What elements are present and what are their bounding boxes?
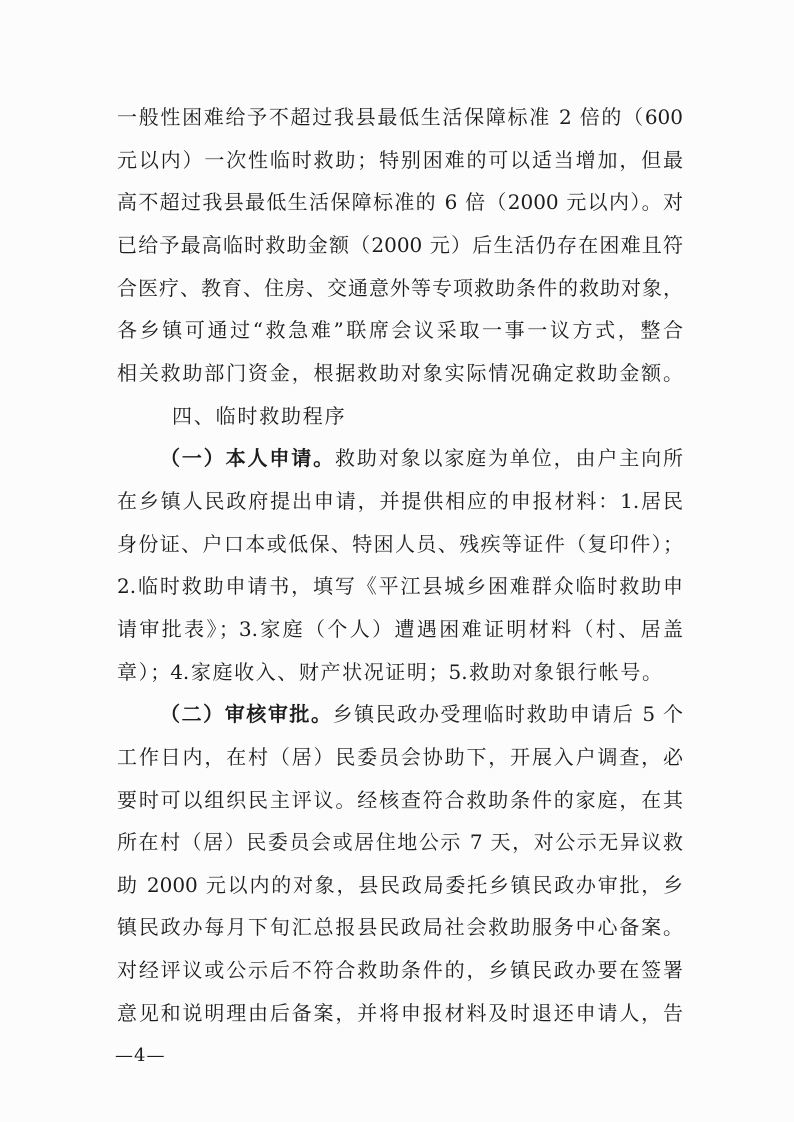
item2-line: 助 2000 元以内的对象，县民政局委托乡镇民政办审批，乡 (117, 872, 683, 897)
paragraph-line: 相关救助部门资金，根据救助对象实际情况确定救助金额。 (117, 360, 683, 385)
paragraph-line: 合医疗、教育、住房、交通意外等专项救助条件的救助对象， (117, 275, 683, 300)
item1-first-line-text: 救助对象以家庭为单位，由户主向所 (334, 446, 683, 471)
item1-line: 2.临时救助申请书，填写《平江县城乡困难群众临时救助申 (117, 574, 683, 599)
item1-line: 章）；4.家庭收入、财产状况证明；5.救助对象银行帐号。 (117, 659, 662, 684)
page-number: —4— (115, 1045, 166, 1066)
item2-line: 对经评议或公示后不符合救助条件的，乡镇民政办要在签署 (117, 958, 683, 983)
section-heading: 四、临时救助程序 (172, 403, 347, 428)
item2-line: 意见和说明理由后备案，并将申报材料及时退还申请人，告 (117, 1000, 683, 1025)
item2-first-line-text: 乡镇民政办受理临时救助申请后 5 个 (332, 702, 683, 727)
paragraph-line: 元以内）一次性临时救助；特别困难的可以适当增加，但最 (117, 147, 683, 172)
paragraph-line: 高不超过我县最低生活保障标准的 6 倍（2000 元以内）。对 (117, 190, 683, 215)
paragraph-line: 已给予最高临时救助金额（2000 元）后生活仍存在困难且符 (117, 232, 683, 257)
item2-label: （二）审核审批。 (160, 702, 333, 727)
body-text (117, 96, 683, 1034)
item1-first-line (117, 437, 683, 480)
item2-line: 要时可以组织民主评议。经核查符合救助条件的家庭，在其 (117, 787, 683, 812)
item2-line: 工作日内，在村（居）民委员会协助下，开展入户调查，必 (117, 744, 683, 769)
item1-line: 在乡镇人民政府提出申请，并提供相应的申报材料：1.居民 (117, 488, 683, 513)
item2-line: 所在村（居）民委员会或居住地公示 7 天，对公示无异议救 (117, 830, 683, 855)
item2-first-line (117, 693, 683, 736)
item1-label: （一）本人申请。 (160, 446, 335, 471)
item1-line: 身份证、户口本或低保、特困人员、残疾等证件（复印件）； (117, 531, 683, 556)
paragraph-line: 各乡镇可通过“救急难”联席会议采取一事一议方式，整合 (117, 318, 683, 343)
item1-line: 请审批表》；3.家庭（个人）遭遇困难证明材料（村、居盖 (117, 616, 683, 641)
item2-line: 镇民政办每月下旬汇总报县民政局社会救助服务中心备案。 (117, 915, 683, 940)
paragraph-line: 一般性困难给予不超过我县最低生活保障标准 2 倍的（600 (117, 105, 683, 129)
